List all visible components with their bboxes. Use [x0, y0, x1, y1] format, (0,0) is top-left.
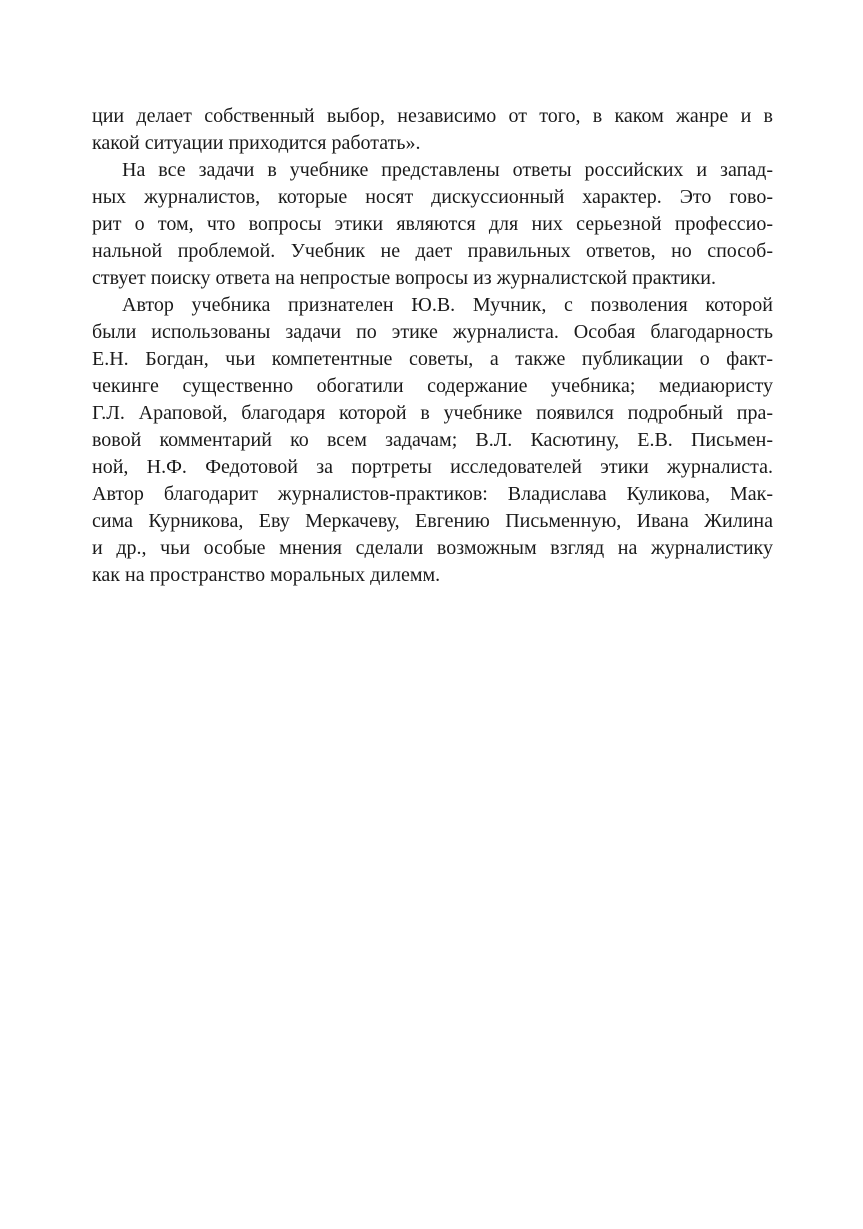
- text-line: ствует поиску ответа на непростые вопросы из журналистской практики.: [92, 267, 717, 289]
- text-line: ных журналистов, которые носят дискуссионный характер. Это гово-: [92, 186, 773, 208]
- text-line: вовой комментарий ко всем задачам; В.Л. Касютину, Е.В. Письмен-: [92, 429, 773, 451]
- text-line: ции делает собственный выбор, независимо от того, в каком жанре и в: [92, 105, 773, 127]
- text-line: ной, Н.Ф. Федотовой за портреты исследователей этики журналиста.: [92, 456, 773, 478]
- text-line: Автор учебника признателен Ю.В. Мучник, с позволения которой: [122, 294, 773, 316]
- text-line: и др., чьи особые мнения сделали возможным взгляд на журналистику: [92, 537, 773, 559]
- text-line: нальной проблемой. Учебник не дает правильных ответов, но способ-: [92, 240, 773, 262]
- paragraph-1: [92, 103, 773, 157]
- text-line: рит о том, что вопросы этики являются для них серьезной профессио-: [92, 213, 773, 235]
- paragraph-2: [92, 157, 773, 292]
- text-line: как на пространство моральных дилемм.: [92, 564, 441, 586]
- text-line: какой ситуации приходится работать».: [92, 132, 421, 154]
- text-line: Е.Н. Богдан, чьи компетентные советы, а также публикации о факт-: [92, 348, 773, 370]
- text-line: были использованы задачи по этике журналиста. Особая благодарность: [92, 321, 773, 343]
- text-line: чекинге существенно обогатили содержание учебника; медиаюристу: [92, 375, 773, 397]
- body-text: [92, 103, 773, 589]
- text-line: Г.Л. Араповой, благодаря которой в учебнике появился подробный пра-: [92, 402, 773, 424]
- text-line: Автор благодарит журналистов-практиков: Владислава Куликова, Мак-: [92, 483, 773, 505]
- paragraph-3: [92, 292, 773, 589]
- text-line: сима Курникова, Еву Меркачеву, Евгению Письменную, Ивана Жилина: [92, 510, 773, 532]
- text-line: На все задачи в учебнике представлены ответы российских и запад-: [122, 159, 773, 181]
